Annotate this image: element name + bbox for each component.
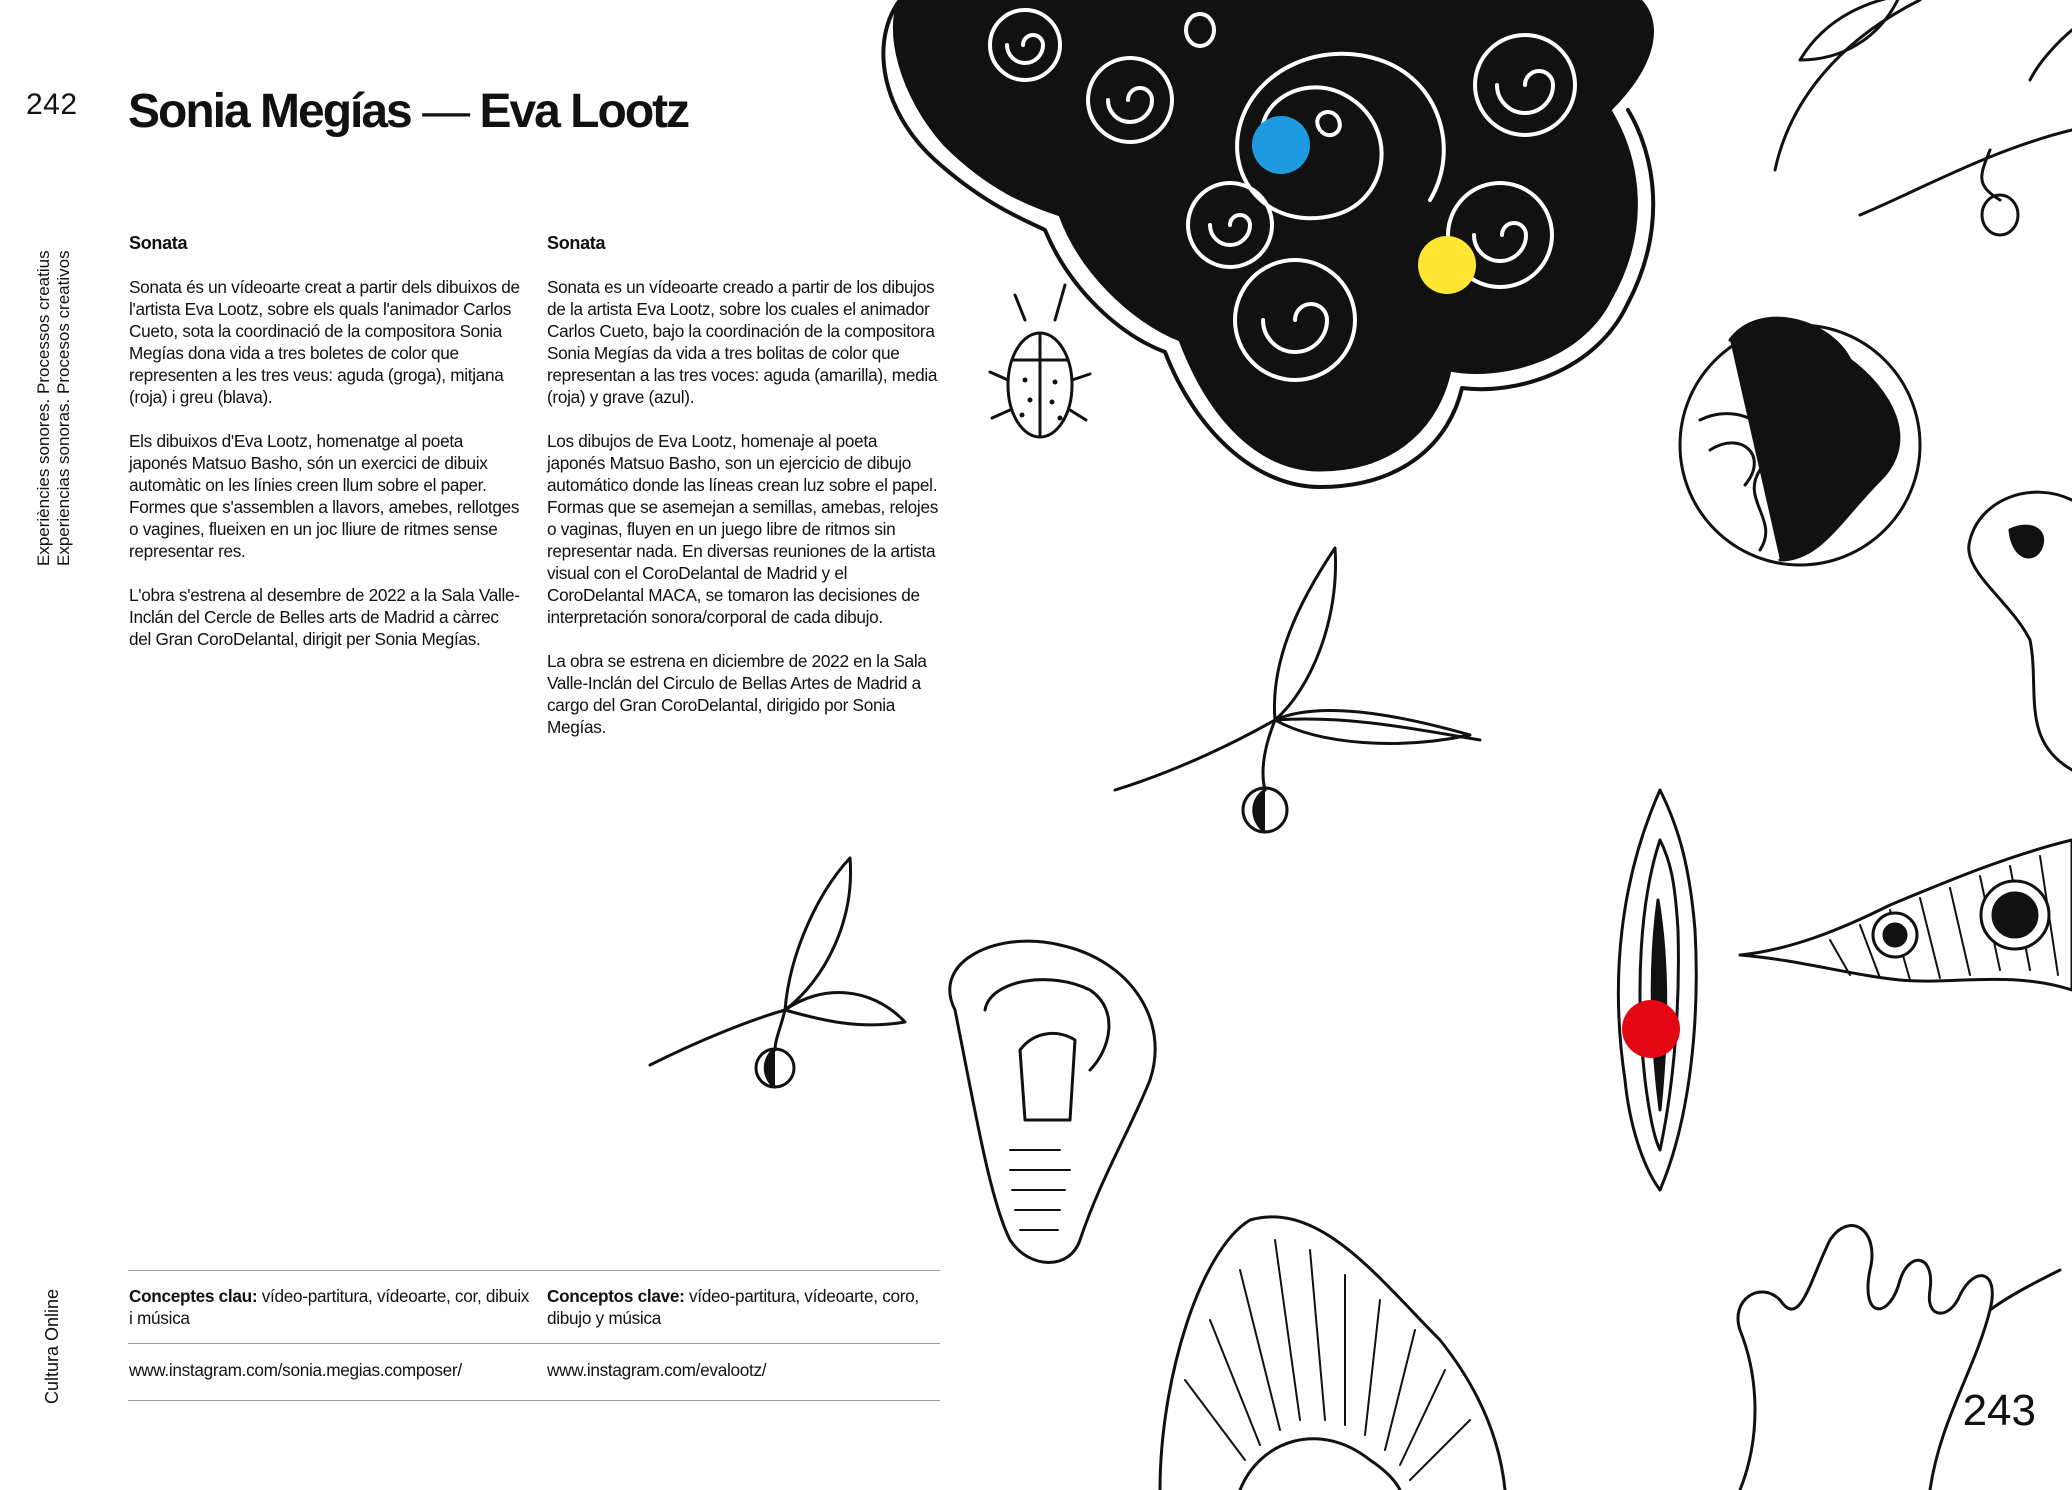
leaf-branch-middle-drawing	[1115, 548, 1480, 832]
catalan-paragraph-1: Sonata és un vídeoarte creat a partir dels dibuixos de l'artista Eva Lootz, sobre els quals l'animador Carlos Cueto, sota la coordinació de la compositora Sonia Megías dona vida a tres boletes de color que representen a les tres veus: aguda (groga), mitjana (roja) i greu (blava).	[129, 277, 520, 407]
hand-drawing	[1738, 1226, 2060, 1490]
ink-illustration	[640, 0, 2072, 1490]
catalan-paragraph-3: L'obra s'estrena al desembre de 2022 a la Sala Valle-Inclán del Cercle de Belles arts de Madrid a càrrec del Gran CoroDelantal, dirigit per Sonia Megías.	[129, 585, 520, 649]
cone-drawing	[950, 941, 1155, 1262]
page-number-right: 243	[1962, 1386, 2036, 1435]
instagram-link-eva[interactable]: www.instagram.com/evalootz/	[547, 1360, 767, 1380]
catalan-column	[129, 232, 521, 672]
branch-top-right-drawing	[1775, 0, 2072, 235]
voice-high-dot	[1418, 236, 1476, 294]
vertical-leaf-drawing	[1618, 790, 1696, 1190]
section-label	[34, 250, 74, 566]
catalan-key-concepts-text: vídeo-partitura, vídeoarte, cor, dibuix i música	[129, 1286, 530, 1328]
section-label-spanish: Experiencias sonoras. Procesos creativos	[54, 250, 73, 566]
catalan-paragraph-2: Els dibuixos d'Eva Lootz, homenatge al poeta japonés Matsuo Basho, són un exercici de dibuix automàtic on les línies creen llum sobre el paper. Formes que s'assemblen a llavors, amebes, rellotges o vagines, flueixen en un joc lliure de ritmes sense representar res.	[129, 431, 520, 561]
catalan-key-concepts-label: Conceptes clau:	[129, 1286, 258, 1306]
circle-wave-drawing	[1680, 318, 1920, 565]
spanish-paragraph-2: Los dibujos de Eva Lootz, homenaje al poeta japonés Matsuo Basho, son un ejercicio de dibujo automático donde las líneas crean luz sobre el papel. Formas que se asemejan a semillas, amebas, relojes o vaginas, fluyen en un juego libre de ritmos sin representar nada. En diversas reuniones de la artista visual con el CoroDelantal de Madrid y el CoroDelantal MACA, se tomaron las decisiones de interpretación sonora/corporal de cada dibujo.	[547, 431, 938, 627]
spanish-heading: Sonata	[547, 233, 606, 253]
catalan-key-concepts	[129, 1285, 534, 1329]
section-label-catalan: Experiències sonores. Processos creatius	[34, 250, 53, 566]
spanish-key-concepts-text: vídeo-partitura, vídeoarte, coro, dibujo y música	[547, 1286, 919, 1328]
right-edge-blobs-drawing	[1969, 492, 2072, 770]
spanish-paragraph-1: Sonata es un vídeoarte creado a partir de los dibujos de la artista Eva Lootz, sobre los cuales el animador Carlos Cueto, bajo la coordinación de la compositora Sonia Megías da vida a tres bolitas de color que representan a las tres voces: aguda (amarilla), media (roja) y grave (azul).	[547, 277, 938, 407]
title-name-sonia: Sonia Megías	[128, 85, 411, 138]
bottom-arch-drawing	[1160, 1217, 1505, 1490]
striped-shape-drawing	[1740, 840, 2072, 990]
ladybug-drawing	[990, 285, 1090, 437]
spanish-paragraph-3: La obra se estrena en diciembre de 2022 en la Sala Valle-Inclán del Circulo de Bellas Artes de Madrid a cargo del Gran CoroDelantal, dirigido por Sonia Megías.	[547, 651, 927, 737]
catalan-heading: Sonata	[129, 233, 188, 253]
page-number-left: 242	[26, 88, 78, 121]
footer-label: Cultura Online	[42, 1288, 62, 1404]
voice-low-dot	[1252, 116, 1310, 174]
leaf-branch-lower-drawing	[650, 858, 905, 1087]
instagram-link-sonia[interactable]: www.instagram.com/sonia.megias.composer/	[129, 1360, 462, 1380]
title-name-eva: Eva Lootz	[479, 85, 689, 138]
voice-mid-dot	[1622, 1000, 1680, 1058]
title-dash: —	[422, 85, 469, 138]
spanish-key-concepts-label: Conceptos clave:	[547, 1286, 685, 1306]
page-title	[128, 84, 688, 139]
